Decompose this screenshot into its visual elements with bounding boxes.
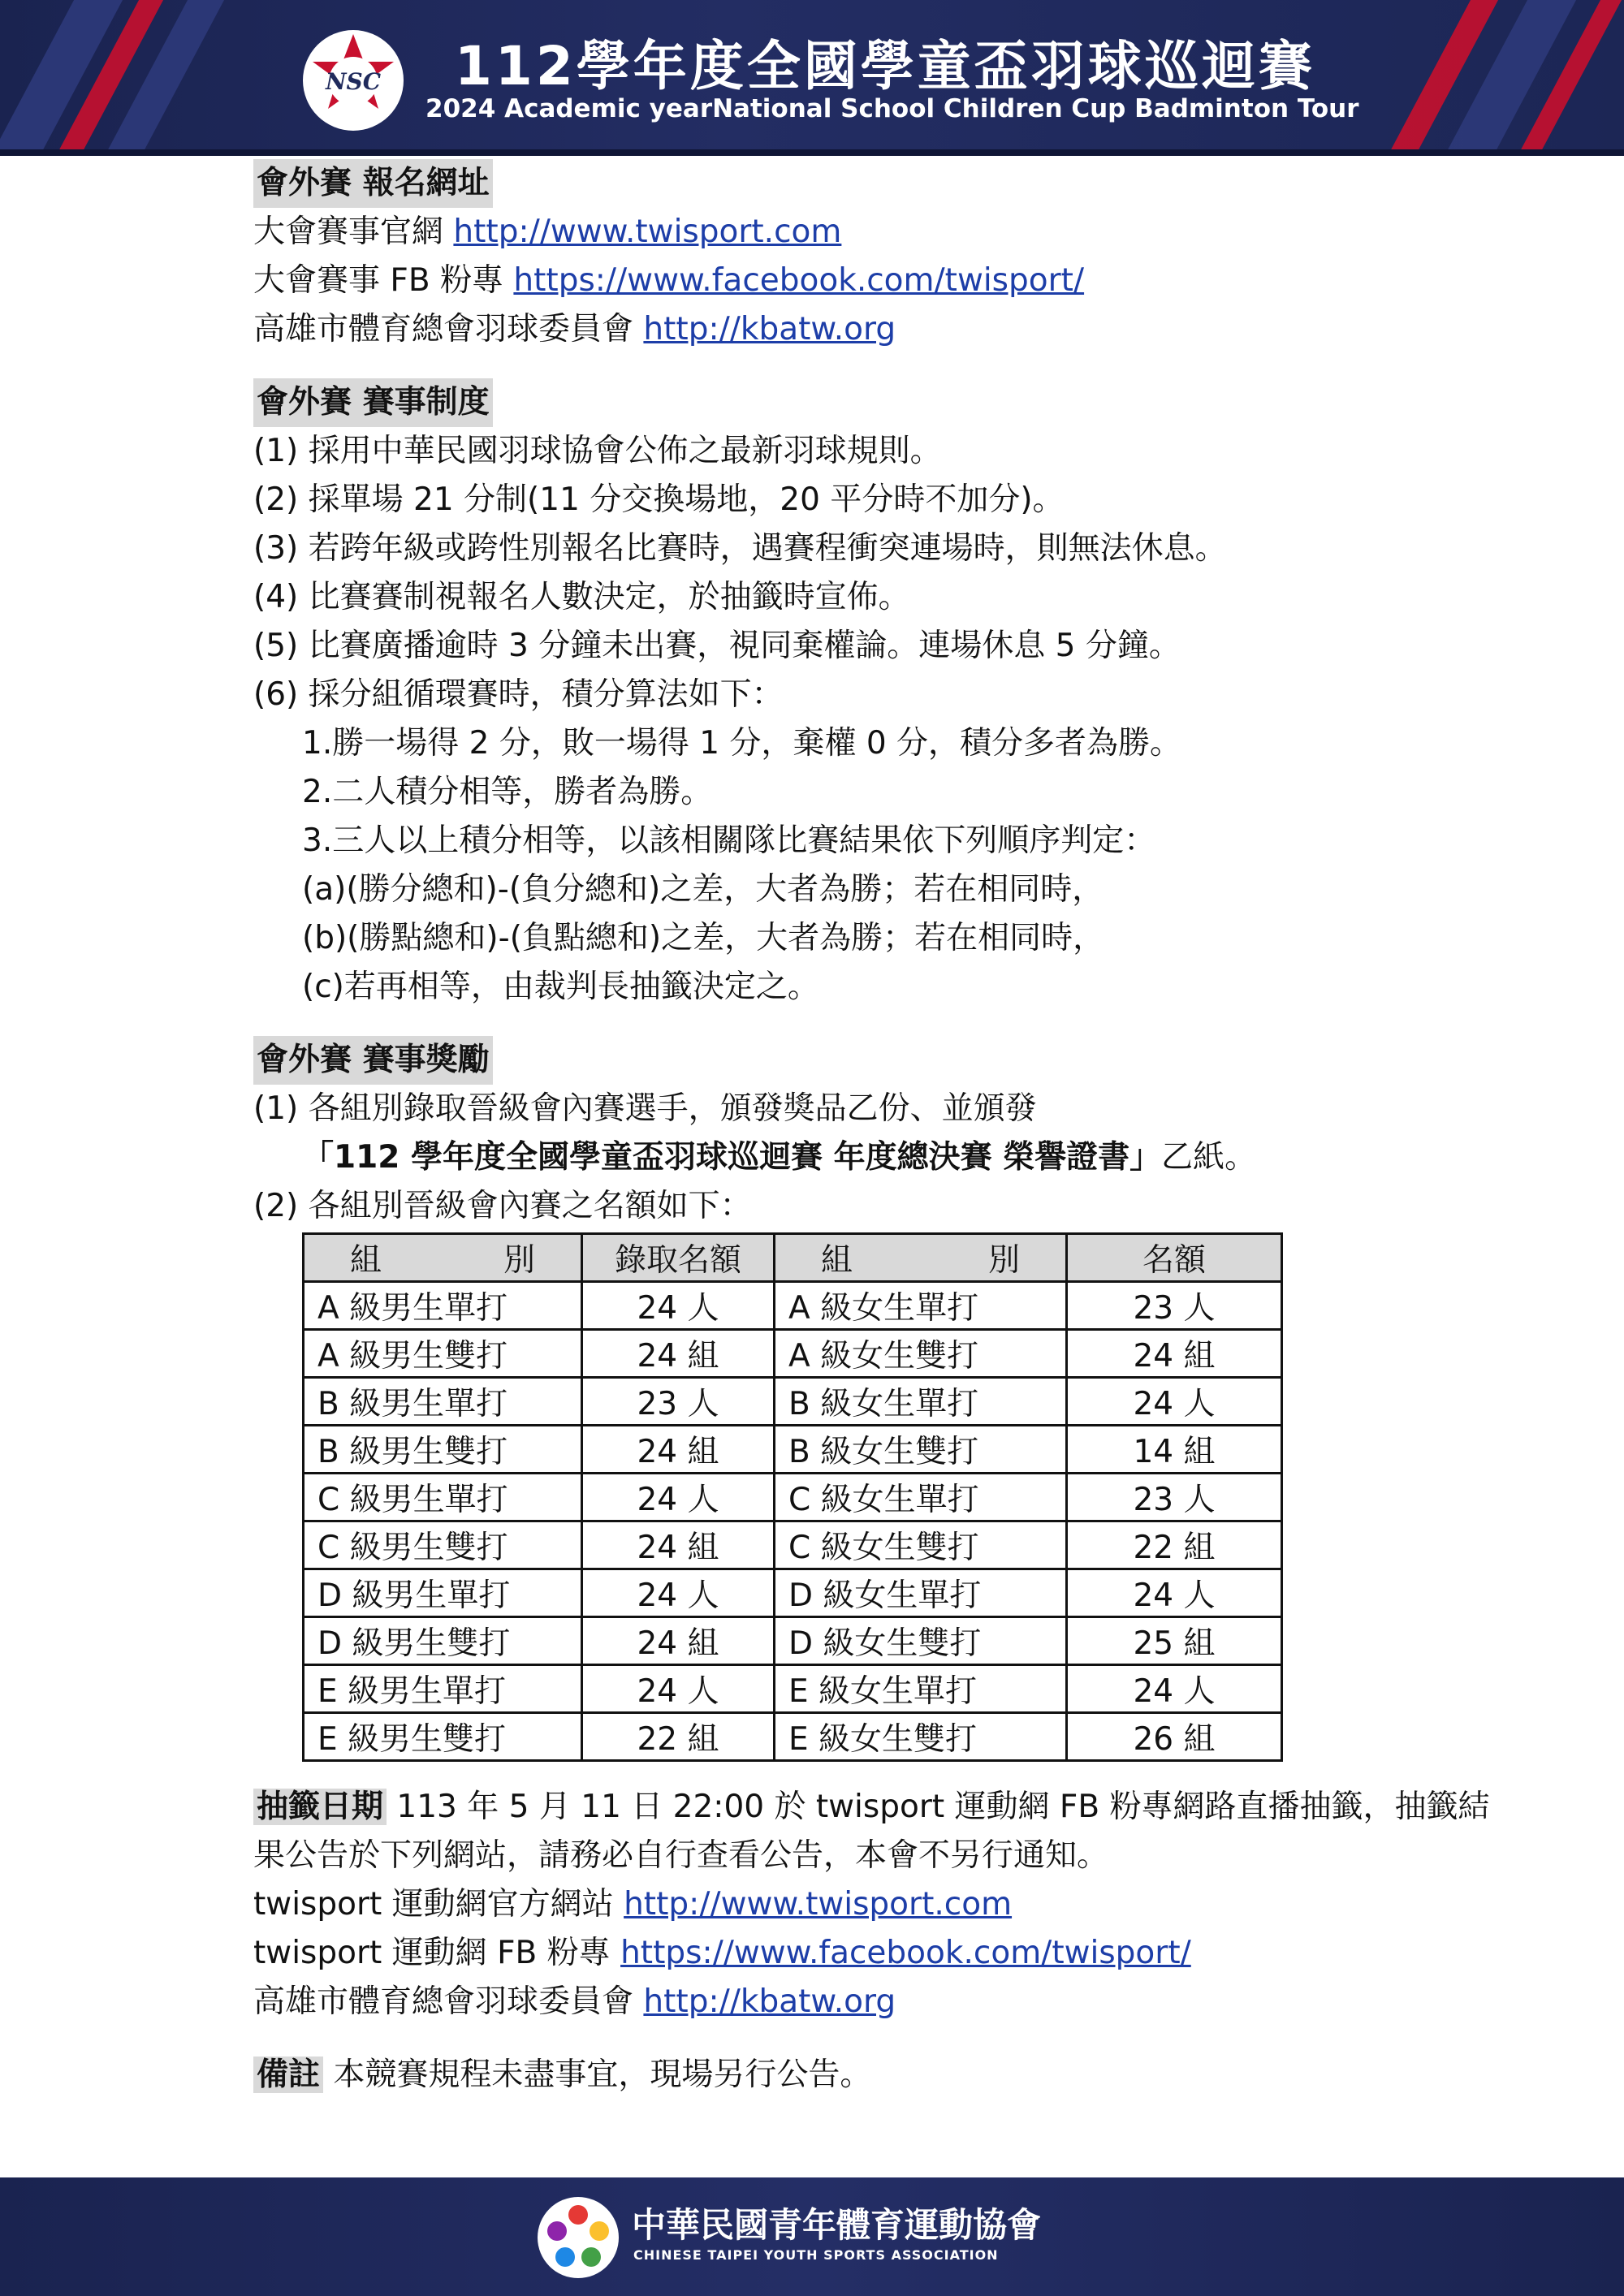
group-cell: C 級男生單打 <box>304 1474 582 1521</box>
draw-row <box>253 1783 1504 1832</box>
quota-cell: 23 人 <box>1067 1282 1282 1330</box>
quota-cell: 22 組 <box>582 1713 775 1761</box>
award-item: (1) 各組別錄取晉級會內賽選手，頒發獎品乙份、並頒發 <box>253 1090 1037 1127</box>
header-group: 組 別 <box>775 1234 1067 1282</box>
rule-item: (4) 比賽賽制視報名人數決定，於抽籤時宣佈。 <box>253 579 910 615</box>
group-cell: C 級女生雙打 <box>775 1521 1067 1569</box>
note-label: 備註 <box>253 2056 323 2093</box>
rule-sub-item: (c)若再相等，由裁判長抽籤決定之。 <box>302 969 819 1005</box>
quota-cell: 24 組 <box>582 1426 775 1474</box>
facebook-link[interactable]: https://www.facebook.com/twisport/ <box>620 1935 1191 1971</box>
group-cell: B 級女生雙打 <box>775 1426 1067 1474</box>
registration-row <box>253 305 1504 354</box>
quota-cell: 24 人 <box>1067 1569 1282 1617</box>
awards-heading-row <box>253 1036 1504 1085</box>
quota-cell: 14 組 <box>1067 1426 1282 1474</box>
table-row <box>304 1665 1282 1713</box>
group-cell: E 級男生單打 <box>304 1665 582 1713</box>
draw-text: 113 年 5 月 11 日 22:00 於 twisport 運動網 FB 粉專網路直播抽籤，抽籤結 <box>387 1789 1490 1825</box>
quota-cell: 24 組 <box>1067 1330 1282 1378</box>
group-cell: B 級女生單打 <box>775 1378 1067 1426</box>
quota-cell: 24 組 <box>582 1330 775 1378</box>
footer-org-name: 中華民國青年體育運動協會 <box>632 2205 1042 2245</box>
registration-heading-row <box>253 159 1504 208</box>
quota-cell: 24 人 <box>1067 1665 1282 1713</box>
nsc-logo-icon <box>300 28 406 133</box>
group-cell: A 級女生雙打 <box>775 1330 1067 1378</box>
table-row <box>304 1378 1282 1426</box>
quota-cell: 24 人 <box>582 1665 775 1713</box>
header-quota: 名額 <box>1067 1234 1282 1282</box>
table-header-row <box>304 1234 1282 1282</box>
note-text: 本競賽規程未盡事宜，現場另行公告。 <box>323 2056 872 2093</box>
section-heading: 會外賽 報名網址 <box>253 159 493 208</box>
banner-divider <box>0 149 1624 156</box>
quota-table <box>302 1232 1283 1762</box>
quota-cell: 23 人 <box>582 1378 775 1426</box>
section-heading: 會外賽 賽事獎勵 <box>253 1036 493 1085</box>
registration-row <box>253 208 1504 257</box>
group-cell: D 級男生單打 <box>304 1569 582 1617</box>
quota-cell: 24 組 <box>582 1521 775 1569</box>
award-item: (2) 各組別晉級會內賽之名額如下： <box>253 1188 752 1224</box>
group-cell: E 級男生雙打 <box>304 1713 582 1761</box>
table-row <box>304 1330 1282 1378</box>
group-cell: B 級男生雙打 <box>304 1426 582 1474</box>
quota-cell: 26 組 <box>1067 1713 1282 1761</box>
rule-item: (6) 採分組循環賽時，積分算法如下： <box>253 676 784 713</box>
page-title: 112學年度全國學童盃羽球巡迴賽 <box>455 35 1315 97</box>
draw-link-row <box>253 1978 1504 2026</box>
table-row <box>304 1713 1282 1761</box>
header-group: 組 別 <box>304 1234 582 1282</box>
group-cell: C 級女生單打 <box>775 1474 1067 1521</box>
rules-heading-row <box>253 378 1504 427</box>
group-cell: A 級女生單打 <box>775 1282 1067 1330</box>
rule-item: (5) 比賽廣播逾時 3 分鐘未出賽，視同棄權論。連場休息 5 分鐘。 <box>253 628 1181 664</box>
group-cell: D 級男生雙打 <box>304 1617 582 1665</box>
link-label: 高雄市體育總會羽球委員會 <box>253 311 644 347</box>
registration-row <box>253 257 1504 305</box>
group-cell: A 級男生單打 <box>304 1282 582 1330</box>
group-cell: C 級男生雙打 <box>304 1521 582 1569</box>
quota-cell: 24 人 <box>582 1282 775 1330</box>
svg-text:NSC: NSC <box>325 68 382 95</box>
table-row <box>304 1521 1282 1569</box>
banner-stripe <box>105 0 224 156</box>
footer-banner <box>0 2177 1624 2296</box>
document-body <box>253 159 1504 2100</box>
certificate-title: 「112 學年度全國學童盃羽球巡迴賽 年度總決賽 榮譽證書」 <box>302 1139 1162 1176</box>
draw-text-cont: 果公告於下列網站，請務必自行查看公告，本會不另行通知。 <box>253 1837 1109 1874</box>
rule-item: (1) 採用中華民國羽球協會公佈之最新羽球規則。 <box>253 433 942 469</box>
note-row <box>253 2051 1504 2100</box>
table-row <box>304 1474 1282 1521</box>
twisport-link[interactable]: http://www.twisport.com <box>453 214 842 250</box>
quota-cell: 25 組 <box>1067 1617 1282 1665</box>
group-cell: D 級女生單打 <box>775 1569 1067 1617</box>
header-banner <box>0 0 1624 156</box>
rule-sub-item: 3.三人以上積分相等，以該相關隊比賽結果依下列順序判定： <box>302 822 1156 859</box>
draw-label: 抽籤日期 <box>253 1789 387 1825</box>
kbatw-link[interactable]: http://kbatw.org <box>643 1983 896 2020</box>
facebook-link[interactable]: https://www.facebook.com/twisport/ <box>513 262 1085 299</box>
page-subtitle: 2024 Academic yearNational School Children Cup Badminton Tour <box>425 94 1359 123</box>
group-cell: E 級女生雙打 <box>775 1713 1067 1761</box>
group-cell: D 級女生雙打 <box>775 1617 1067 1665</box>
table-row <box>304 1617 1282 1665</box>
association-logo-icon <box>536 2195 620 2280</box>
award-certificate <box>253 1133 1504 1182</box>
certificate-tail: 乙紙。 <box>1161 1139 1257 1176</box>
rule-sub-item: 1.勝一場得 2 分，敗一場得 1 分，棄權 0 分，積分多者為勝。 <box>302 725 1182 762</box>
rule-item: (3) 若跨年級或跨性別報名比賽時，遇賽程衝突連場時，則無法休息。 <box>253 530 1227 567</box>
link-label: 大會賽事 FB 粉專 <box>253 262 514 299</box>
twisport-link[interactable]: http://www.twisport.com <box>624 1886 1013 1923</box>
quota-cell: 24 人 <box>582 1569 775 1617</box>
quota-cell: 24 組 <box>582 1617 775 1665</box>
draw-link-row <box>253 1880 1504 1929</box>
quota-cell: 24 人 <box>1067 1378 1282 1426</box>
footer-org-name-en: CHINESE TAIPEI YOUTH SPORTS ASSOCIATION <box>633 2247 999 2263</box>
link-label: 大會賽事官網 <box>253 214 454 250</box>
draw-link-row <box>253 1929 1504 1978</box>
section-heading: 會外賽 賽事制度 <box>253 378 493 427</box>
quota-cell: 24 人 <box>582 1474 775 1521</box>
group-cell: A 級男生雙打 <box>304 1330 582 1378</box>
table-row <box>304 1282 1282 1330</box>
rule-sub-item: (a)(勝分總和)-(負分總和)之差，大者為勝；若在相同時， <box>302 871 1104 908</box>
rule-sub-item: (b)(勝點總和)-(負點總和)之差，大者為勝；若在相同時， <box>302 920 1105 956</box>
kbatw-link[interactable]: http://kbatw.org <box>643 311 896 347</box>
table-row <box>304 1426 1282 1474</box>
header-quota: 錄取名額 <box>582 1234 775 1282</box>
link-label: twisport 運動網 FB 粉專 <box>253 1935 621 1971</box>
table-row <box>304 1569 1282 1617</box>
rule-item: (2) 採單場 21 分制(11 分交換場地，20 平分時不加分)。 <box>253 481 1065 518</box>
rule-sub-item: 2.二人積分相等，勝者為勝。 <box>302 774 713 810</box>
link-label: twisport 運動網官方網站 <box>253 1886 624 1923</box>
quota-cell: 23 人 <box>1067 1474 1282 1521</box>
link-label: 高雄市體育總會羽球委員會 <box>253 1983 644 2020</box>
quota-cell: 22 組 <box>1067 1521 1282 1569</box>
group-cell: E 級女生單打 <box>775 1665 1067 1713</box>
group-cell: B 級男生單打 <box>304 1378 582 1426</box>
